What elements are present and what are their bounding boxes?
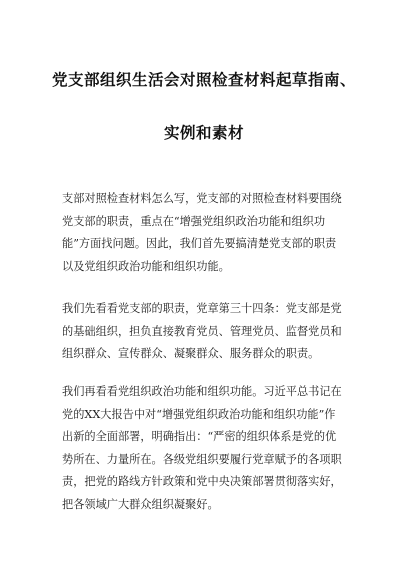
paragraph-line: 势所在、力量所在。各级党组织要履行党章赋予的各项职 <box>62 452 342 466</box>
paragraph-line: 党的XX大报告中对“增强党组织政治功能和组织功能”作 <box>62 407 336 421</box>
paragraph-line: 能”方面找问题。因此，我们首先要搞清楚党支部的职责 <box>62 237 337 250</box>
document-title-line-1: 党支部组织生活会对照检查材料起草指南、 <box>51 71 356 89</box>
paragraph-line: 把各领域广大群众组织凝聚好。 <box>62 497 219 511</box>
paragraph-line: 我们先看看党支部的职责，党章第三十四条：党支部是党 <box>62 302 342 315</box>
paragraph-line: 支部对照检查材料怎么写，党支部的对照检查材料要围绕 <box>62 192 342 205</box>
paragraph-line: 我们再看看党组织政治功能和组织功能。习近平总书记在 <box>62 385 342 398</box>
paragraph-line: 以及党组织政治功能和组织功能。 <box>62 259 230 273</box>
paragraph-3 <box>62 381 348 516</box>
paragraph-line: 组织群众、宣传群众、凝聚群众、服务群众的职责。 <box>62 347 320 360</box>
paragraph-1 <box>62 188 348 278</box>
paragraph-line: 党支部的职责，重点在“增强党组织政治功能和组织功 <box>62 214 326 228</box>
paragraph-line: 责，把党的路线方针政策和党中央决策部署贯彻落实好， <box>62 475 342 488</box>
paragraph-2 <box>62 298 348 366</box>
paragraph-line: 出新的全面部署，明确指出：“严密的组织体系是党的优 <box>62 430 337 443</box>
document-title-line-2: 实例和素材 <box>163 124 244 142</box>
paragraph-line: 的基础组织，担负直接教育党员、管理党员、监督党员和 <box>62 324 342 338</box>
